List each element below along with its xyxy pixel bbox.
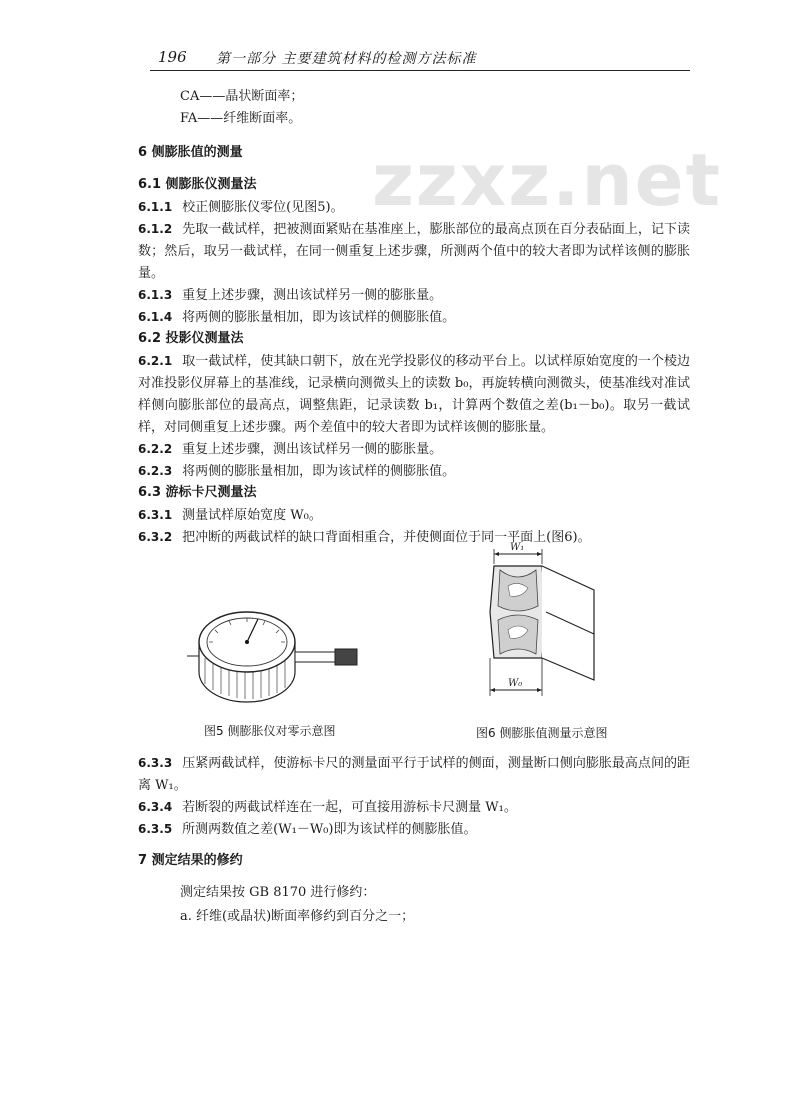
clause-number: 6.1.3 [138, 288, 173, 302]
page-number: 196 [158, 48, 187, 66]
dial-gauge-illustration [187, 612, 357, 702]
figure-5-caption: 图5 侧膨胀仪对零示意图 [204, 724, 336, 738]
clause-text: 重复上述步骤，测出该试样另一侧的膨胀量。 [182, 442, 443, 457]
figure-5-dial-gauge [185, 600, 385, 710]
clause-6-1-3 [138, 284, 442, 307]
clause-number: 6.1.1 [138, 200, 173, 214]
clause-text: 压紧两截试样，使游标卡尺的测量面平行于试样的侧面，测量断口侧向膨胀最高点间的距离 W₁。 [138, 756, 690, 793]
clause-text: 把冲断的两截试样的缺口背面相重合，并使侧面位于同一平面上(图6)。 [182, 530, 591, 545]
clause-text: 将两侧的膨胀量相加，即为该试样的侧膨胀值。 [182, 464, 456, 479]
clause-text: 重复上述步骤，测出该试样另一侧的膨胀量。 [182, 288, 443, 303]
figure-6-caption: 图6 侧膨胀值测量示意图 [476, 726, 608, 740]
clause-text: 将两侧的膨胀量相加，即为该试样的侧膨胀值。 [182, 310, 456, 325]
clause-number: 6.3.2 [138, 530, 173, 544]
page-header [150, 44, 690, 72]
definition-fa: FA——纤维断面率。 [180, 111, 302, 126]
fig6-w0-label: W₀ [508, 678, 523, 689]
clause-6-3-5 [138, 818, 476, 841]
clause-number: 6.3.3 [138, 756, 173, 770]
clause-number: 6.1.4 [138, 310, 173, 324]
clause-6-2-1 [138, 350, 690, 439]
section-6-3-heading: 6.3 游标卡尺测量法 [138, 485, 257, 500]
clause-6-2-3 [138, 460, 455, 483]
header-rule [150, 70, 690, 71]
clause-6-2-2 [138, 438, 442, 461]
fig6-w1-label: W₁ [510, 542, 525, 553]
section-7-line-2: a. 纤维(或晶状)断面率修约到百分之一； [180, 909, 415, 924]
clause-text: 校正侧膨胀仪零位(见图5)。 [182, 200, 344, 215]
clause-6-3-4 [138, 796, 517, 819]
clause-number: 6.2.2 [138, 442, 173, 456]
definition-ca: CA——晶状断面率； [180, 89, 304, 104]
clause-6-3-3 [138, 752, 690, 797]
clause-6-3-1 [138, 504, 322, 527]
clause-6-1-2 [138, 218, 690, 285]
figure-6-specimen-diagram [476, 540, 636, 710]
clause-text: 先取一截试样，把被测面紧贴在基准座上，膨胀部位的最高点顶在百分表砧面上，记下读数；然后，取另一截试样，在同一侧重复上述步骤，所测两个值中的较大者即为试样该侧的膨胀量。 [138, 222, 690, 281]
clause-number: 6.3.1 [138, 508, 173, 522]
specimen-illustration [490, 542, 594, 696]
section-6-2-heading: 6.2 投影仪测量法 [138, 331, 244, 346]
clause-text: 取一截试样，使其缺口朝下，放在光学投影仪的移动平台上。以试样原始宽度的一个棱边对准投影仪屏幕上的基准线，记录横向测微头上的读数 b₀，再旋转横向测微头，使基准线对准试样侧向膨胀部位的最高点，调整焦距，记录读数 b₁，计算两个数值之差(b₁－b₀)。取另一截试样，对同侧重复上述步骤。两个差值中的较大者即为试样该侧的膨胀量。 [138, 354, 690, 435]
watermark: zzxz.net [372, 138, 723, 222]
section-6-heading: 6 侧膨胀值的测量 [138, 145, 243, 160]
section-6-1-heading: 6.1 侧膨胀仪测量法 [138, 177, 257, 192]
section-7-heading: 7 测定结果的修约 [138, 853, 243, 868]
clause-number: 6.2.1 [138, 354, 173, 368]
clause-number: 6.3.4 [138, 800, 173, 814]
clause-number: 6.2.3 [138, 464, 173, 478]
clause-text: 若断裂的两截试样连在一起，可直接用游标卡尺测量 W₁。 [182, 800, 517, 815]
section-7-line-1: 测定结果按 GB 8170 进行修约： [180, 885, 376, 900]
clause-6-1-1 [138, 196, 344, 219]
clause-number: 6.1.2 [138, 222, 173, 236]
clause-6-1-4 [138, 306, 455, 329]
running-title: 第一部分 主要建筑材料的检测方法标准 [216, 51, 477, 67]
clause-number: 6.3.5 [138, 822, 173, 836]
clause-text: 测量试样原始宽度 W₀。 [182, 508, 322, 523]
clause-text: 所测两数值之差(W₁－W₀)即为该试样的侧膨胀值。 [182, 822, 477, 837]
